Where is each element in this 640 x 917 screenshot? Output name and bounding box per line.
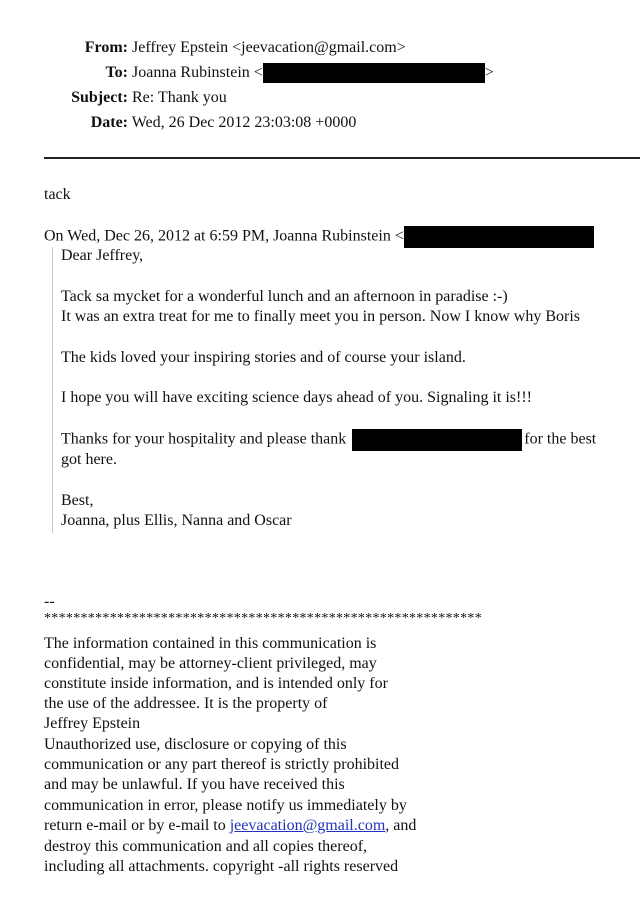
disclaimer-line: communication in error, please notify us immediately by (44, 797, 407, 814)
quoted-p4-line1 (61, 429, 596, 451)
date-row (20, 113, 356, 133)
reply-text: tack (44, 186, 71, 203)
quote-intro (44, 226, 594, 248)
star-separator: ************************************************************ (44, 611, 482, 626)
disclaimer-return-line (44, 816, 416, 836)
return-prefix: return e-mail or by e-mail to (44, 817, 230, 834)
subject-value: Re: Thank you (132, 89, 227, 106)
signature-separator: -- (44, 593, 55, 610)
quoted-p1-line2: It was an extra treat for me to finally meet you in person. Now I know why Boris (61, 308, 580, 325)
to-value: Joanna Rubinstein < (132, 64, 263, 81)
quoted-greeting: Dear Jeffrey, (61, 247, 144, 264)
quoted-p4-end: for the best (524, 430, 597, 448)
quoted-p1-line1: Tack sa mycket for a wonderful lunch and an afternoon in paradise :-) (61, 288, 508, 305)
subject-label: Subject: (71, 89, 128, 106)
redaction-box (352, 429, 522, 451)
from-label: From: (84, 39, 128, 56)
return-suffix: , and (385, 817, 417, 834)
quote-bar (52, 247, 53, 533)
from-row (20, 38, 406, 58)
email-link[interactable]: jeevacation@gmail.com (229, 817, 386, 834)
quoted-p2: The kids loved your inspiring stories and of course your island. (61, 349, 466, 366)
disclaimer-line: Jeffrey Epstein (44, 715, 141, 732)
disclaimer-line: constitute inside information, and is intended only for (44, 675, 388, 692)
disclaimer-line: and may be unlawful. If you have received this (44, 776, 345, 793)
disclaimer-line: The information contained in this communication is (44, 635, 377, 652)
disclaimer-line: including all attachments. copyright -all rights reserved (44, 858, 399, 875)
quoted-closing: Best, (61, 492, 94, 509)
disclaimer-line: destroy this communication and all copies thereof, (44, 838, 368, 855)
quote-intro-text: On Wed, Dec 26, 2012 at 6:59 PM, Joanna Rubinstein < (44, 227, 404, 245)
redaction-box (263, 63, 485, 83)
from-value: Jeffrey Epstein <jeevacation@gmail.com> (132, 39, 406, 56)
redaction-box (404, 226, 594, 248)
disclaimer-line: communication or any part thereof is strictly prohibited (44, 756, 400, 773)
disclaimer-line: Unauthorized use, disclosure or copying of this (44, 736, 347, 753)
quoted-p3: I hope you will have exciting science days ahead of you. Signaling it is!!! (61, 389, 532, 406)
header-divider (44, 157, 640, 159)
to-row (20, 63, 494, 83)
date-value: Wed, 26 Dec 2012 23:03:08 +0000 (131, 114, 357, 131)
subject-row (20, 88, 227, 108)
quoted-p4-start: Thanks for your hospitality and please thank (61, 430, 347, 448)
disclaimer-line: the use of the addressee. It is the property of (44, 695, 328, 712)
to-label: To: (105, 64, 128, 81)
quoted-p4-line2: got here. (61, 451, 117, 468)
quoted-signature: Joanna, plus Ellis, Nanna and Oscar (61, 512, 292, 529)
to-suffix: > (484, 64, 494, 81)
disclaimer-line: confidential, may be attorney-client privileged, may (44, 655, 377, 672)
date-label: Date: (90, 114, 128, 131)
